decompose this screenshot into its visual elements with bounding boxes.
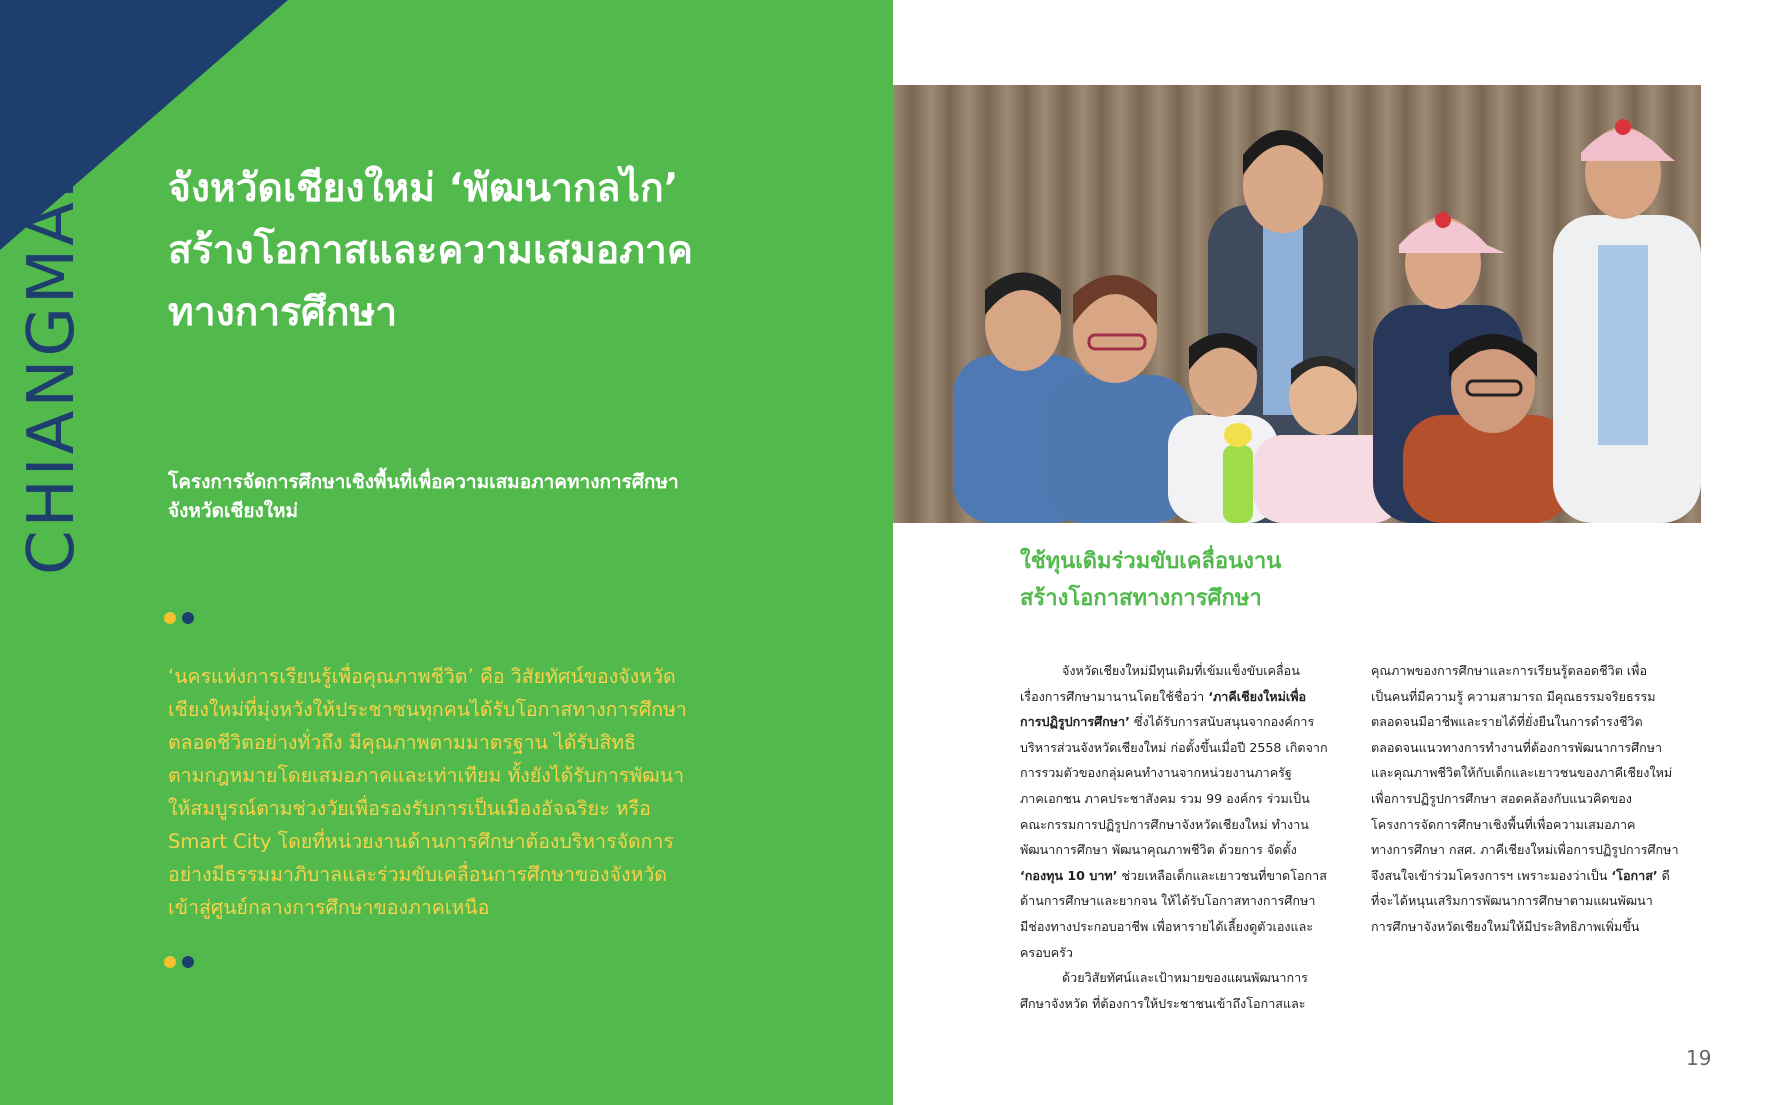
title-line: สร้างโอกาสและความเสมอภาค <box>168 228 693 273</box>
body-line: ภาคเอกชน ภาคประชาสังคม รวม 99 องค์กร ร่วมเป็น <box>1020 790 1310 806</box>
body-line: ด้านการศึกษาและยากจน ให้ได้รับโอกาสทางการศึกษา <box>1020 893 1316 909</box>
body-line: ตลอดจนมีอาชีพและรายได้ที่ยั่งยืนในการดำรงชีวิต <box>1371 714 1643 730</box>
group-photo-illustration <box>893 85 1701 523</box>
body-line: เพื่อการปฏิรูปการศึกษา สอดคล้องกับแนวคิดของ <box>1371 790 1632 806</box>
body-line: ด้วยวิสัยทัศน์และเป้าหมายของแผนพัฒนาการ <box>1062 970 1308 986</box>
vision-line: ‘นครแห่งการเรียนรู้เพื่อคุณภาพชีวิต’ คือ วิสัยทัศน์ของจังหวัด <box>168 665 676 688</box>
body-line: คุณภาพของการศึกษาและการเรียนรู้ตลอดชีวิต เพื่อ <box>1371 663 1648 678</box>
body-line: ศึกษาจังหวัด ที่ต้องการให้ประชาชนเข้าถึงโอกาสและ <box>1020 995 1306 1011</box>
body-line: มีช่องทางประกอบอาชีพ เพื่อหารายได้เลี้ยงดูตัวเองและ <box>1020 918 1314 934</box>
project-name-line: จังหวัดเชียงใหม่ <box>168 500 299 522</box>
body-line: การรวมตัวของกลุ่มคนทำงานจากหน่วยงานภาครัฐ <box>1020 765 1292 781</box>
vertical-city-name: CHIANGMAI <box>15 177 89 575</box>
vision-line: อย่างมีธรรมมาภิบาลและร่วมขับเคลื่อนการศึกษาของจังหวัด <box>168 863 667 886</box>
body-line: บริหารส่วนจังหวัดเชียงใหม่ ก่อตั้งขึ้นเมื่อปี 2558 เกิดจาก <box>1020 739 1328 755</box>
section-heading-line: สร้างโอกาสทางการศึกษา <box>1020 586 1262 611</box>
project-name-line: โครงการจัดการศึกษาเชิงพื้นที่เพื่อความเสมอภาคทางการศึกษา <box>168 471 679 493</box>
body-line: โครงการจัดการศึกษาเชิงพื้นที่เพื่อความเสมอภาค <box>1371 816 1636 832</box>
vision-line: เข้าสู่ศูนย์กลางการศึกษาของภาคเหนือ <box>168 896 490 919</box>
body-line: เป็นคนที่มีความรู้ ความสามารถ มีคุณธรรมจริยธรรม <box>1371 688 1656 704</box>
project-name <box>168 468 808 526</box>
title-line: จังหวัดเชียงใหม่ ‘พัฒนากลไก’ <box>168 166 679 211</box>
body-line: ครอบครัว <box>1020 944 1074 960</box>
dots-divider-top <box>164 612 194 624</box>
body-line: ที่จะได้หนุนเสริมการพัฒนาการศึกษาตามแผนพัฒนา <box>1371 893 1653 909</box>
body-line: เรื่องการศึกษามานานโดยใช้ชื่อว่า ‘ภาคีเชียงใหม่เพื่อ <box>1020 688 1307 704</box>
page-title <box>168 158 808 344</box>
body-column-1 <box>1020 658 1352 1016</box>
vision-line: ตลอดชีวิตอย่างทั่วถึง มีคุณภาพตามมาตรฐาน ได้รับสิทธิ <box>168 731 637 754</box>
body-line: จึงสนใจเข้าร่วมโครงการฯ เพราะมองว่าเป็น ‘โอกาส’ ดี <box>1371 867 1670 883</box>
body-line: การศึกษาจังหวัดเชียงใหม่ให้มีประสิทธิภาพเพิ่มขึ้น <box>1371 918 1640 934</box>
navy-dot <box>182 612 194 624</box>
body-line: พัฒนาการศึกษา พัฒนาคุณภาพชีวิต ด้วยการ จัดตั้ง <box>1020 842 1297 858</box>
yellow-dot <box>164 956 176 968</box>
body-line: และคุณภาพชีวิตให้กับเด็กและเยาวชนของภาคีเชียงใหม่ <box>1371 765 1673 781</box>
section-heading <box>1020 543 1440 617</box>
vision-line: ให้สมบูรณ์ตามช่วงวัยเพื่อรองรับการเป็นเมืองอัจฉริยะ หรือ <box>168 797 651 820</box>
vision-line: ตามกฎหมายโดยเสมอภาคและเท่าเทียม ทั้งยังได้รับการพัฒนา <box>168 764 685 787</box>
body-column-2 <box>1371 658 1703 940</box>
body-line: คณะกรรมการปฏิรูปการศึกษาจังหวัดเชียงใหม่ ทำงาน <box>1020 816 1309 832</box>
body-line: ‘กองทุน 10 บาท’ ช่วยเหลือเด็กและเยาวชนที่ขาดโอกาส <box>1020 867 1327 883</box>
dots-divider-bottom <box>164 956 194 968</box>
title-line: ทางการศึกษา <box>168 290 398 335</box>
yellow-dot <box>164 612 176 624</box>
body-line: ทางการศึกษา กสศ. ภาคีเชียงใหม่เพื่อการปฏิรูปการศึกษา <box>1371 842 1679 858</box>
section-heading-line: ใช้ทุนเดิมร่วมขับเคลื่อนงาน <box>1020 549 1282 574</box>
vision-line: Smart City โดยที่หน่วยงานด้านการศึกษาต้องบริหารจัดการ <box>168 830 674 853</box>
navy-dot <box>182 956 194 968</box>
body-line: จังหวัดเชียงใหม่มีทุนเดิมที่เข้มแข็งขับเคลื่อน <box>1062 663 1300 678</box>
vision-paragraph <box>168 660 748 924</box>
page-number: 19 <box>1686 1046 1712 1070</box>
body-line: ตลอดจนแนวทางการทำงานที่ต้องการพัฒนาการศึกษา <box>1371 739 1663 755</box>
group-photo <box>893 85 1701 523</box>
vision-line: เชียงใหม่ที่มุ่งหวังให้ประชาชนทุกคนได้รับโอกาสทางการศึกษา <box>168 698 687 721</box>
body-line: การปฏิรูปการศึกษา’ ซึ่งได้รับการสนับสนุนจากองค์การ <box>1020 714 1315 730</box>
